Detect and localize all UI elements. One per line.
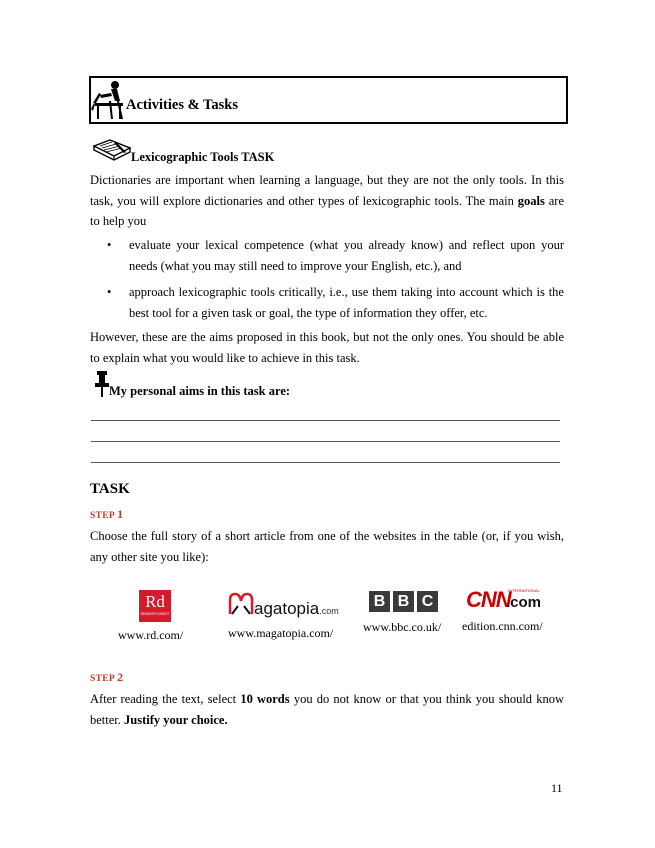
answer-line[interactable] xyxy=(91,462,560,463)
magatopia-logo[interactable]: agatopia.com xyxy=(228,592,339,618)
bullet-icon: • xyxy=(107,238,112,252)
bullet-icon: • xyxy=(107,285,112,299)
intro-paragraph: Dictionaries are important when learning a language, but they are not the only tools. In this task, you will explore dictionaries and other types of lexicographic tools. The main goals are to help you xyxy=(90,173,564,229)
cnn-logo[interactable]: CNN INTERNATIONAL .com xyxy=(466,587,542,612)
rd-url[interactable]: www.rd.com/ xyxy=(118,628,184,642)
book-pen-icon xyxy=(92,138,132,162)
step-2-text: After reading the text, select 10 words you do not know or that you think you should know better. Justify your choice. xyxy=(90,692,564,727)
bbc-url[interactable]: www.bbc.co.uk/ xyxy=(363,620,442,634)
student-at-desk-icon xyxy=(91,79,127,121)
answer-line[interactable] xyxy=(91,441,560,442)
step-2-label: STEP 2 xyxy=(90,670,124,684)
header-title: Activities & Tasks xyxy=(126,97,238,113)
section-title: Lexicographic Tools TASK xyxy=(131,150,275,164)
cnn-url[interactable]: edition.cnn.com/ xyxy=(462,619,543,633)
bbc-logo[interactable]: B B C xyxy=(369,591,438,613)
magatopia-m-icon xyxy=(228,592,254,619)
aims-paragraph: However, these are the aims proposed in this book, but not the only ones. You should be able to explain what you would like to achieve in this task. xyxy=(90,330,564,365)
page-number: 11 xyxy=(551,781,563,795)
step-1-text: Choose the full story of a short article from one of the websites in the table (or, if you wish, any other site you like): xyxy=(90,529,564,564)
answer-line[interactable] xyxy=(91,420,560,421)
list-item: • evaluate your lexical competence (what you already know) and reflect upon your needs (what you may still need to improve your English, etc.), and xyxy=(129,235,564,276)
rd-logo[interactable]: Rd READER'S DIGEST xyxy=(139,590,171,622)
pushpin-icon xyxy=(94,370,110,398)
list-item: • approach lexicographic tools critically, i.e., use them taking into account which is the best tool for a given task or goal, the type of information they offer, etc. xyxy=(129,282,564,323)
step-1-label: STEP 1 xyxy=(90,507,124,521)
magatopia-url[interactable]: www.magatopia.com/ xyxy=(228,626,334,640)
personal-aims-label: My personal aims in this task are: xyxy=(109,384,291,398)
task-title: TASK xyxy=(90,481,130,497)
